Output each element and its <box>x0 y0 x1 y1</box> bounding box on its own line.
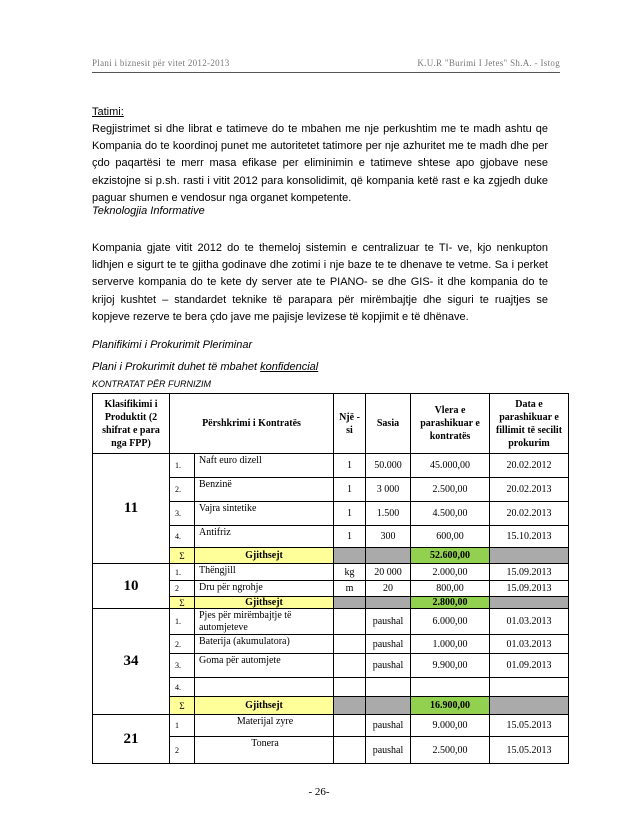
row-description: Dru për ngrohje <box>195 581 334 597</box>
row-number: 1 <box>170 715 195 737</box>
row-quantity: paushal <box>366 654 411 678</box>
row-quantity: paushal <box>366 715 411 737</box>
row-number: 2 <box>170 737 195 764</box>
header-njesi: Një -si <box>334 394 366 454</box>
row-quantity: paushal <box>366 609 411 635</box>
row-number: 1. <box>170 454 195 478</box>
row-unit: kg <box>334 564 366 581</box>
sum-empty-cell <box>334 697 366 715</box>
header-klasifikimi: Klasifikimi i Produktit (2 shifrat e para nga FPP) <box>93 394 170 454</box>
row-quantity <box>366 678 411 697</box>
row-date: 15.10.2013 <box>490 526 569 548</box>
row-unit <box>334 654 366 678</box>
row-unit <box>334 609 366 635</box>
row-date: 01.09.2013 <box>490 654 569 678</box>
table-row <box>93 715 569 737</box>
row-quantity: 50.000 <box>366 454 411 478</box>
row-quantity: 20 <box>366 581 411 597</box>
procurement-table <box>92 393 569 764</box>
sum-total-value: 52.600,00 <box>411 548 490 564</box>
row-quantity: paushal <box>366 737 411 764</box>
header-sasia: Sasia <box>366 394 411 454</box>
row-number: 2. <box>170 478 195 502</box>
row-date: 15.09.2013 <box>490 581 569 597</box>
row-number: 3. <box>170 654 195 678</box>
row-description: Baterija (akumulatora) <box>195 635 334 654</box>
row-date: 20.02.2012 <box>490 454 569 478</box>
row-number: 1. <box>170 609 195 635</box>
group-code: 10 <box>93 564 170 609</box>
row-description: Vajra sintetike <box>195 502 334 526</box>
row-value: 1.000,00 <box>411 635 490 654</box>
teknologjia-heading: Teknologjia Informative <box>92 205 205 217</box>
row-value: 2.000,00 <box>411 564 490 581</box>
row-value: 45.000,00 <box>411 454 490 478</box>
header-divider <box>92 72 560 73</box>
sum-symbol: Σ <box>170 597 195 609</box>
page-number: - 26- <box>308 786 330 798</box>
row-description: Thëngjill <box>195 564 334 581</box>
row-value: 9.900,00 <box>411 654 490 678</box>
table-caption: KONTRATAT PËR FURNIZIM <box>92 379 211 389</box>
sum-empty-cell <box>366 597 411 609</box>
row-unit: 1 <box>334 478 366 502</box>
row-description: Materijal zyre <box>195 715 334 737</box>
row-date: 20.02.2013 <box>490 502 569 526</box>
header-right-text: K.U.R "Burimi I Jetes" Sh.A. - Istog <box>417 58 560 68</box>
row-unit <box>334 715 366 737</box>
tatimi-heading: Tatimi: <box>92 106 124 118</box>
sum-label: Gjithsejt <box>195 548 334 564</box>
table-row <box>93 609 569 635</box>
row-number: 3. <box>170 502 195 526</box>
row-date: 15.05.2013 <box>490 737 569 764</box>
row-value: 6.000,00 <box>411 609 490 635</box>
sum-empty-cell <box>490 597 569 609</box>
sum-empty-cell <box>490 697 569 715</box>
table-row <box>93 564 569 581</box>
table-body <box>93 454 569 764</box>
row-number: 1. <box>170 564 195 581</box>
sum-total-value: 16.900,00 <box>411 697 490 715</box>
row-description <box>195 678 334 697</box>
row-quantity: 3 000 <box>366 478 411 502</box>
row-unit: 1 <box>334 454 366 478</box>
row-value: 9.000,00 <box>411 715 490 737</box>
row-unit: 1 <box>334 526 366 548</box>
row-unit: m <box>334 581 366 597</box>
row-description: Goma për automjete <box>195 654 334 678</box>
sum-total-value: 2.800,00 <box>411 597 490 609</box>
sum-label: Gjithsejt <box>195 597 334 609</box>
row-date <box>490 678 569 697</box>
row-description: Naft euro dizell <box>195 454 334 478</box>
sum-empty-cell <box>490 548 569 564</box>
row-date: 15.09.2013 <box>490 564 569 581</box>
row-value: 2.500,00 <box>411 737 490 764</box>
group-code: 21 <box>93 715 170 764</box>
sum-empty-cell <box>334 597 366 609</box>
row-value: 2.500,00 <box>411 478 490 502</box>
row-value: 800,00 <box>411 581 490 597</box>
row-value: 4.500,00 <box>411 502 490 526</box>
sum-label: Gjithsejt <box>195 697 334 715</box>
row-number: 2. <box>170 635 195 654</box>
sum-empty-cell <box>366 548 411 564</box>
teknologjia-paragraph: Kompania gjate vitit 2012 do te themeloj sistemin e centralizuar te TI- ve, kjo nenkupton lidhjen e sigurt te te gjitha godinave dhe zotimi i nje baze te te dhenave te vetme. Sa i perket serverve kompania do te kete dy server ate te PIANO- se dhe GIS- it dhe kompania do te krijoj kushtet – standardet teknike të parapara për mirëmbajtje dhe siguri te ruajtjes se kopjeve rezerve te bera çdo jave me pajisje levizese të kopjimit e të dhënave. <box>92 242 548 323</box>
header-vlera: Vlera e parashikuar e kontratës <box>411 394 490 454</box>
row-number: 2 <box>170 581 195 597</box>
row-quantity: 300 <box>366 526 411 548</box>
row-number: 4. <box>170 678 195 697</box>
row-date: 20.02.2013 <box>490 478 569 502</box>
row-unit <box>334 635 366 654</box>
confidential-line: Plani i Prokurimit duhet të mbahet konfidencial <box>92 361 319 373</box>
row-description: Benzinë <box>195 478 334 502</box>
row-unit <box>334 678 366 697</box>
row-quantity: 20 000 <box>366 564 411 581</box>
row-unit <box>334 737 366 764</box>
row-date: 15.05.2013 <box>490 715 569 737</box>
sum-empty-cell <box>366 697 411 715</box>
row-date: 01.03.2013 <box>490 635 569 654</box>
row-value: 600,00 <box>411 526 490 548</box>
planifikimi-heading: Planifikimi i Prokurimit Pleriminar <box>92 339 253 351</box>
table-row <box>93 454 569 478</box>
row-value <box>411 678 490 697</box>
sum-symbol: Σ <box>170 697 195 715</box>
tatimi-paragraph: Regjistrimet si dhe librat e tatimeve do te mbahen me nje perkushtim me te madh ashtu qe Kompania do te koordinoj punet me autoritetet tatimore per nje azhuritet me te madh dhe per çdo paqartësi te merr masa efikase per eliminimin e tatimeve shtese apo gjobave nese ekzistojne si p.sh. rasti i vitit 2012 para konsolidimit, që kompania ketë rast e ka zgjedh duke paguar shumen e vendosur nga organet kompetente. <box>92 123 548 204</box>
header-data: Data e parashikuar e fillimit të secilit prokurim <box>490 394 569 454</box>
row-description: Pjes për mirëmbajtje të automjeteve <box>195 609 334 635</box>
group-code: 11 <box>93 454 170 564</box>
header-left-text: Plani i biznesit për vitet 2012-2013 <box>92 58 230 68</box>
row-number: 4. <box>170 526 195 548</box>
row-date: 01.03.2013 <box>490 609 569 635</box>
row-unit: 1 <box>334 502 366 526</box>
row-description: Tonera <box>195 737 334 764</box>
row-description: Antifriz <box>195 526 334 548</box>
sum-symbol: Σ <box>170 548 195 564</box>
group-code: 34 <box>93 609 170 715</box>
row-quantity: 1.500 <box>366 502 411 526</box>
header-pershkrimi: Përshkrimi i Kontratës <box>170 394 334 454</box>
row-quantity: paushal <box>366 635 411 654</box>
sum-empty-cell <box>334 548 366 564</box>
